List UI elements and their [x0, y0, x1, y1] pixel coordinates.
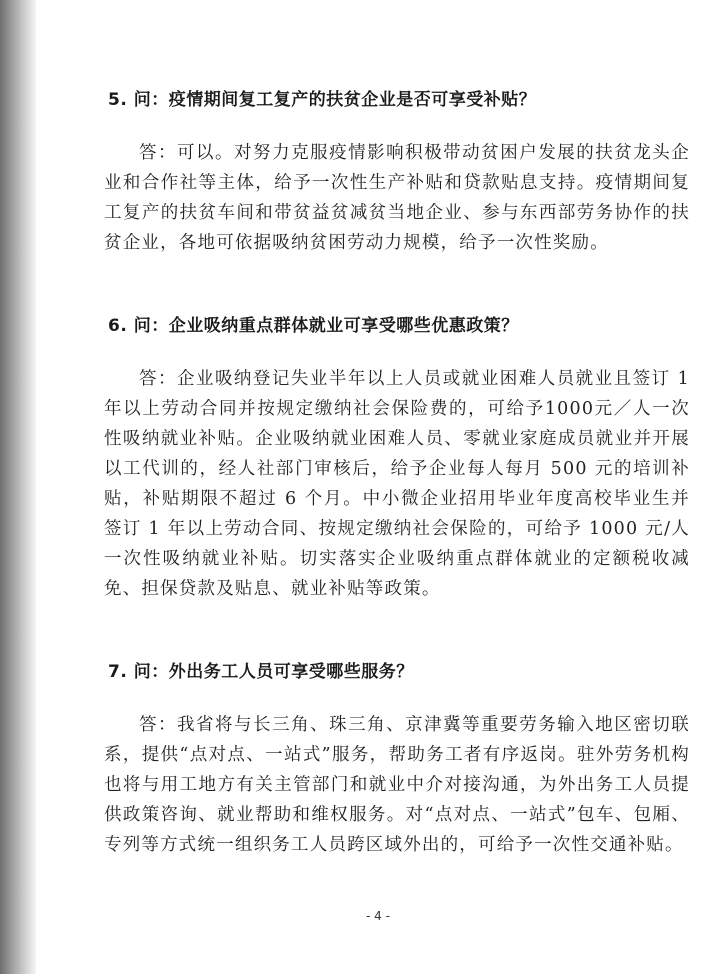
faq-section-7 — [104, 652, 690, 860]
answer-6: 答：企业吸纳登记失业半年以上人员或就业困难人员就业且签订 1 年以上劳动合同并按规定缴纳社会保险费的，可给予1000元／人一次性吸纳就业补贴。企业吸纳就业困难人员、零就业家庭成员就业并开展以工代训的，经人社部门审核后，给予企业每人每月 500 元的培训补贴，补贴期限不超过 6 个月。中小微企业招用毕业年度高校毕业生并签订 1 年以上劳动合同、按规定缴纳社会保险的，可给予 1000 元/人一次性吸纳就业补贴。切实落实企业吸纳重点群体就业的定额税收减免、担保贷款及贴息、就业补贴等政策。 — [104, 369, 690, 599]
question-5: 5. 问：疫情期间复工复产的扶贫企业是否可享受补贴？ — [108, 90, 537, 110]
faq-section-6 — [104, 306, 690, 604]
answer-7: 答：我省将与长三角、珠三角、京津冀等重要劳务输入地区密切联系，提供“点对点、一站式”服务，帮助务工者有序返岗。驻外劳务机构也将与用工地方有关主管部门和就业中介对接沟通，为外出务工人员提供政策咨询、就业帮助和维权服务。对“点对点、一站式”包车、包厢、专列等方式统一组织务工人员跨区域外出的，可给予一次性交通补贴。 — [104, 715, 690, 855]
faq-section-5 — [104, 80, 690, 258]
document-content — [104, 80, 690, 860]
page-number: - 4 - — [366, 909, 390, 923]
question-6: 6. 问：企业吸纳重点群体就业可享受哪些优惠政策？ — [108, 316, 519, 336]
question-7: 7. 问：外出务工人员可享受哪些服务？ — [108, 662, 414, 682]
document-page — [36, 0, 720, 974]
page-binding-shadow — [0, 0, 36, 974]
answer-5: 答：可以。对努力克服疫情影响积极带动贫困户发展的扶贫龙头企业和合作社等主体，给予一次性生产补贴和贷款贴息支持。疫情期间复工复产的扶贫车间和带贫益贫减贫当地企业、参与东西部劳务协作的扶贫企业，各地可依据吸纳贫困劳动力规模，给予一次性奖励。 — [104, 143, 690, 253]
